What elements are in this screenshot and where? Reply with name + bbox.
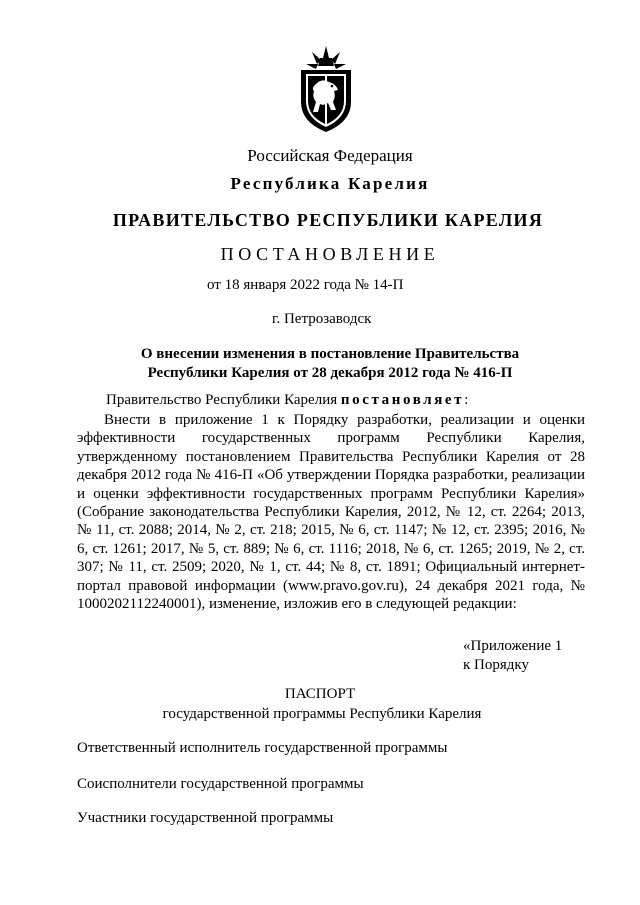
main-paragraph: Внести в приложение 1 к Порядку разработки, реализации и оценки эффективности государственных программ Республики Карелия, утвержденному постановлением Правительства Республики Карелия от 28 декабря 2012 года № 416-П «Об утверждении Порядка разработки, реализации и оценки эффективности государственных программ Республики Карелия» (Собрание законодательства Республики Карелия, 2012, № 12, ст. 2264; 2013, № 11, ст. 2088; 2014, № 2, ст. 218; 2015, № 6, ст. 1147; № 12, ст. 2395; 2016, № 6, ст. 1261; 2017, № 5, ст. 889; № 6, ст. 1116; 2018, № 6, ст. 1265; 2019, № 2, ст. 307; № 11, ст. 2509; 2020, № 1, ст. 44; № 8, ст. 1891; Официальный интернет-портал правовой информации (www.pravo.gov.ru), 24 декабря 2021 года, № 1000202112240001), изменение, изложив его в следующей редакции: — [77, 412, 585, 613]
decree-date-number: от 18 января 2022 года № 14-П — [207, 277, 404, 293]
preamble-prefix: Правительство Республики Карелия — [106, 392, 341, 408]
karelia-coat-of-arms-icon — [298, 44, 354, 134]
passport-field-responsible: Ответственный исполнитель государственной программы — [77, 740, 448, 756]
subject-line-1: О внесении изменения в постановление Правительства — [140, 346, 520, 362]
republic-name: Республика Карелия — [230, 174, 430, 193]
passport-title: ПАСПОРТ — [284, 686, 356, 702]
preamble-suffix: : — [464, 392, 469, 408]
appendix-line-2: к Порядку — [463, 657, 529, 673]
passport-field-coexecutors: Соисполнители государственной программы — [77, 776, 364, 792]
passport-subtitle: государственной программы Республики Карелия — [162, 706, 482, 722]
government-title: ПРАВИТЕЛЬСТВО РЕСПУБЛИКИ КАРЕЛИЯ — [112, 210, 544, 230]
subject-line-2: Республики Карелия от 28 декабря 2012 года № 416-П — [147, 365, 513, 381]
appendix-reference — [463, 637, 562, 675]
city: г. Петрозаводск — [272, 311, 372, 327]
decree-type: ПОСТАНОВЛЕНИЕ — [220, 244, 440, 264]
appendix-line-1: «Приложение 1 — [463, 638, 563, 654]
country-name: Российская Федерация — [247, 146, 413, 165]
decree-subject — [100, 345, 560, 383]
preamble — [106, 392, 468, 409]
preamble-verb: постановляет — [340, 392, 465, 408]
passport-field-participants: Участники государственной программы — [77, 810, 334, 826]
